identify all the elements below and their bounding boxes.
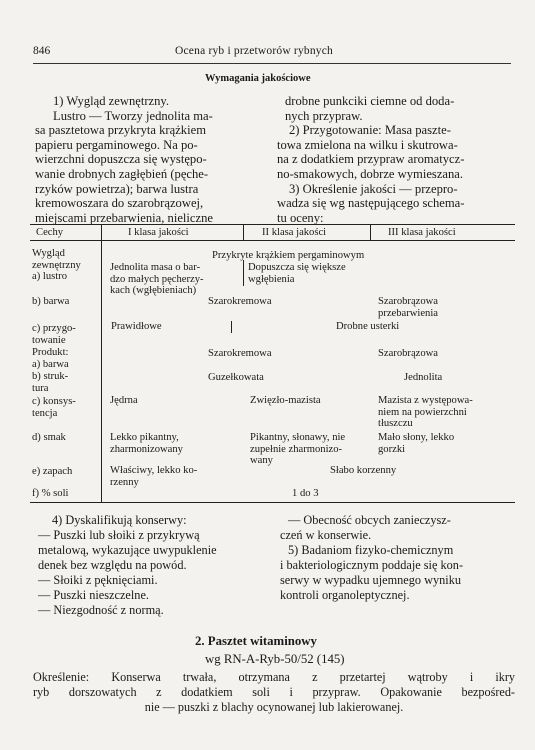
cell-line: Właściwy, lekko ko- (110, 465, 198, 476)
text-line: denek bez względu na powód. (38, 558, 187, 572)
disqualification-column (38, 513, 273, 618)
table-header-class-2: II klasa jakości (262, 227, 327, 238)
label-line: b) struk- (32, 371, 69, 382)
label-line: towanie (32, 334, 66, 346)
cell-line: zupełnie zharmonizo- (250, 443, 343, 455)
text-line: drobne punkciki ciemne od doda- (285, 94, 455, 108)
produkt-barwa-class-3: Szarobrązowa (378, 348, 438, 359)
text-line: Określenie: Konserwa trwała, otrzymana z przetartej wątroby i ikry (33, 670, 515, 684)
text-line: 2) Przygotowanie: Masa paszte- (289, 123, 451, 138)
table-column-rule (243, 224, 244, 240)
cell-line: Szarobrązowa (378, 296, 438, 307)
text-line: na z dodatkiem przypraw aromatycz- (277, 152, 465, 167)
przygotowanie-class-1: Prawidłowe (111, 321, 162, 332)
text-line: papieru pergaminowego. Na po- (35, 137, 198, 152)
table-bottom-rule (30, 502, 515, 503)
text-line: wierzchni dopuszcza się występo- (35, 152, 207, 167)
lustro-class-1 (110, 262, 238, 297)
label-line: Wygląd (32, 248, 65, 259)
lustro-divider (243, 260, 244, 286)
text-line: towa zmielona na wilku i skutrowa- (277, 137, 458, 152)
table-header-class-1: I klasa jakości (128, 227, 189, 238)
row-label-przygotowanie (32, 323, 76, 346)
label-line: c) konsys- (32, 396, 76, 407)
label-line: Produkt: (32, 347, 69, 358)
intro-right-column (277, 94, 509, 225)
text-line: kremowoszara do szarobrązowej, (35, 196, 204, 211)
row-label-wyglad (32, 248, 81, 283)
row-label-smak: d) smak (32, 432, 66, 443)
table-column-rule (370, 224, 371, 240)
przygotowanie-divider (231, 321, 232, 333)
page-number: 846 (33, 45, 51, 57)
text-line: — Słoiki z pęknięciami. (38, 573, 158, 587)
text-line: 1) Wygląd zewnętrzny. (53, 94, 170, 108)
konsystencja-class-1: Jędrna (110, 395, 138, 406)
struktura-class-1-2: Guzełkowata (208, 372, 264, 383)
quality-table (30, 224, 515, 503)
cell-line: Mało słony, lekko (378, 432, 455, 443)
cell-line: gorzki (378, 443, 406, 455)
label-line: zewnętrzny (32, 259, 81, 271)
row-label-produkt-barwa (32, 347, 69, 370)
table-top-rule (30, 224, 515, 225)
lustro-class-2 (248, 262, 346, 285)
intro-left-column (35, 94, 265, 225)
cell-line: wgłębienia (248, 273, 295, 285)
smak-class-1 (110, 432, 183, 455)
label-line: tencja (32, 407, 58, 419)
cell-line: Jednolita masa o bar- (110, 262, 201, 273)
table-header-cechy: Cechy (36, 227, 64, 238)
running-title: Ocena ryb i przetworów rybnych (175, 45, 333, 57)
text-line: wadza się wg następującego schema- (277, 196, 465, 211)
text-line: rzyków powietrza); barwa lustra (35, 181, 199, 196)
row-label-konsystencja (32, 396, 76, 419)
row-label-zapach: e) zapach (32, 466, 73, 477)
section-title: Wymagania jakościowe (205, 73, 311, 84)
text-line: czeń w konserwie. (280, 528, 372, 542)
text-line: no-smakowych, dobrze wymieszana. (277, 166, 464, 181)
struktura-class-3: Jednolita (404, 372, 443, 383)
header-rule (33, 63, 511, 64)
cell-line: Pikantny, słonawy, nie (250, 432, 346, 443)
text-line: tu oceny: (277, 210, 324, 225)
text-line: 3) Określenie jakości — przepro- (289, 181, 458, 196)
text-line: — Puszki lub słoiki z przykrywą (38, 528, 200, 542)
tests-column (280, 513, 505, 603)
cell-line: tłuszczu (378, 418, 413, 429)
text-line: 4) Dyskalifikują konserwy: (52, 513, 187, 527)
text-line: — Obecność obcych zanieczysz- (288, 513, 451, 527)
barwa-class-3 (378, 296, 438, 319)
section-2-definition (33, 670, 515, 715)
cell-line: Lekko pikantny, (110, 432, 179, 443)
text-line: nych przypraw. (285, 108, 363, 123)
text-line: metalową, wykazujące uwypuklenie (38, 543, 217, 557)
row-label-sol: f) % soli (32, 488, 69, 499)
zapach-class-1 (110, 465, 197, 488)
table-header-rule (30, 240, 515, 241)
cell-line: dzo małych pęcherzy- (110, 273, 204, 285)
text-line: miejscami przebarwienia, nieliczne (35, 210, 213, 225)
produkt-barwa-class-1-2: Szarokremowa (208, 348, 272, 359)
label-line: a) lustro (32, 271, 68, 282)
section-2-standard: wg RN-A-Ryb-50/52 (145) (205, 652, 345, 666)
text-line: nie — puszki z blachy ocynowanej lub lakierowanej. (144, 700, 404, 714)
table-header-class-3: III klasa jakości (388, 227, 456, 238)
przygotowanie-class-2-3: Drobne usterki (336, 321, 400, 332)
text-line: — Niezgodność z normą. (38, 603, 164, 617)
text-line: sa pasztetowa przykryta krążkiem (35, 123, 206, 138)
text-line: 5) Badaniom fizyko-chemicznym (288, 543, 454, 557)
section-2-title: 2. Pasztet witaminowy (195, 634, 317, 648)
cell-line: przebarwienia (378, 307, 438, 319)
label-line: tura (32, 382, 49, 394)
cell-line: Dopuszcza się większe (248, 262, 346, 273)
sol-value: 1 do 3 (292, 488, 319, 499)
text-line: kontroli organoleptycznej. (280, 588, 410, 602)
text-line: wanie drobnych zagłębień (pęche- (35, 166, 209, 181)
cell-line: kach (wgłębieniach) (110, 285, 197, 296)
label-line: a) barwa (32, 358, 69, 370)
zapach-class-2-3: Słabo korzenny (330, 465, 397, 476)
cell-line: wany (250, 455, 273, 466)
cell-line: Mazista z występowa- (378, 395, 473, 406)
smak-class-3 (378, 432, 454, 455)
cell-line: zharmonizowany (110, 443, 183, 455)
konsystencja-class-3 (378, 395, 473, 430)
barwa-class-1-2: Szarokremowa (208, 296, 272, 307)
table-column-rule (101, 224, 102, 502)
smak-class-2 (250, 432, 345, 467)
text-line: serwy w wypadku ujemnego wyniku (280, 573, 462, 587)
row-label-struktura (32, 371, 68, 394)
text-line: ryb dorszowatych z dodatkiem soli i przypraw. Opakowanie bezpośred- (33, 685, 515, 699)
text-line: Lustro — Tworzy jednolita ma- (53, 108, 213, 123)
konsystencja-class-2: Zwięzło-mazista (250, 395, 321, 406)
text-line: i bakteriologicznym poddaje się kon- (280, 558, 464, 572)
cell-line: niem na powierzchni (378, 406, 467, 418)
label-line: c) przygo- (32, 323, 76, 334)
row-label-barwa: b) barwa (32, 296, 70, 307)
lustro-span-text: Przykryte krążkiem pergaminowym (212, 250, 365, 261)
cell-line: rzenny (110, 476, 139, 488)
text-line: — Puszki nieszczelne. (38, 588, 149, 602)
